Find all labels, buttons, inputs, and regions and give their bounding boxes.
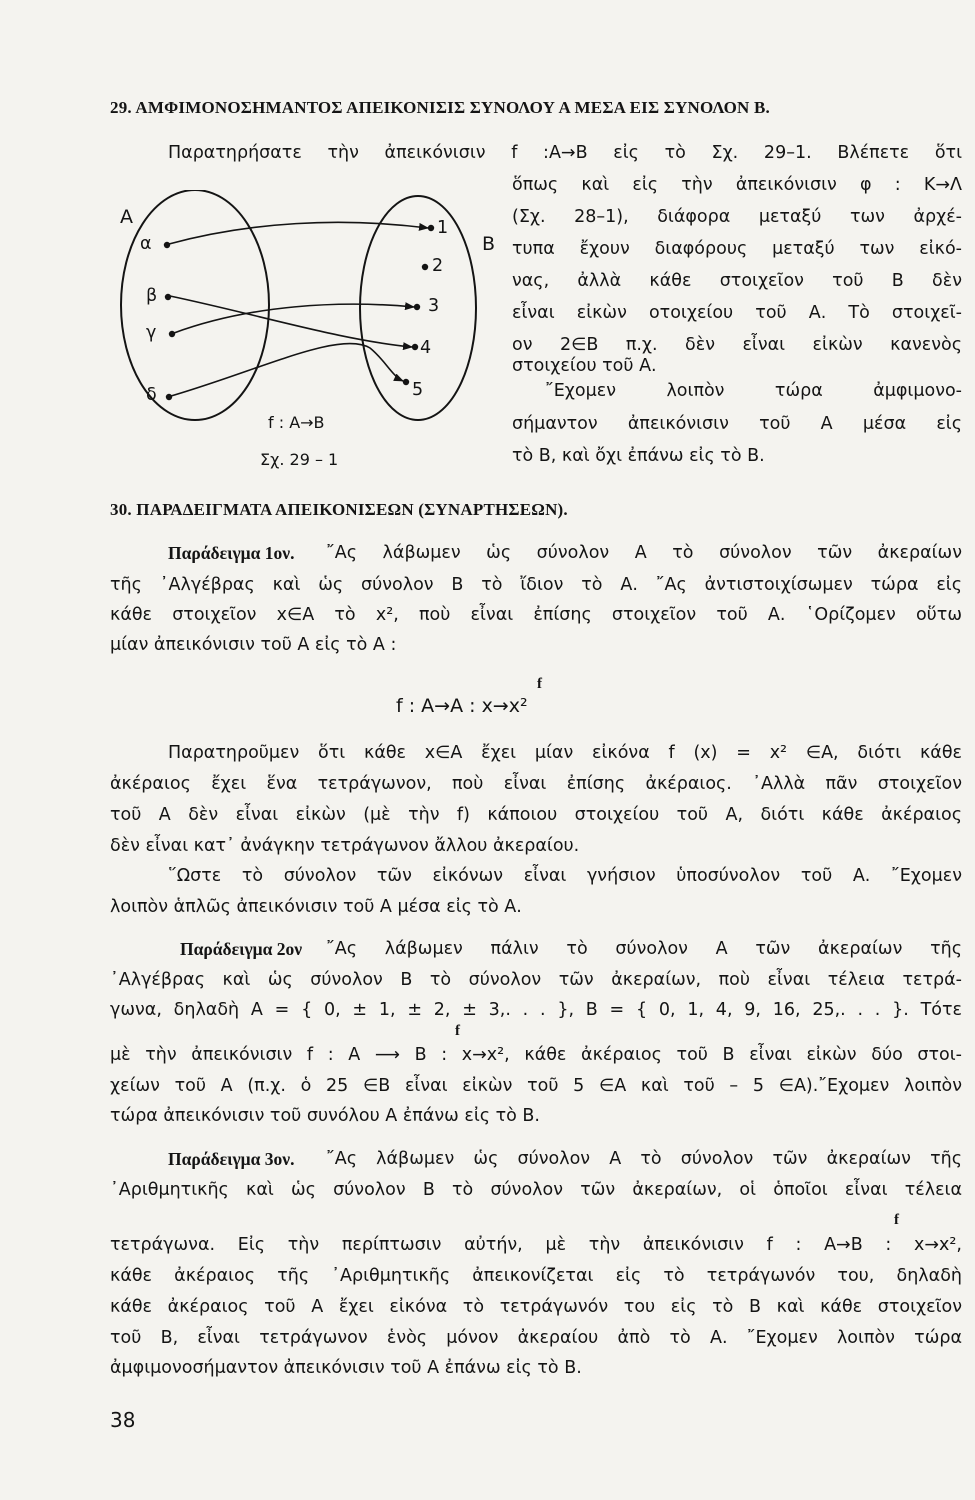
text-line: νας, ἀλλὰ κάθε στοιχεῖον τοῦ Β δὲν [512,271,962,291]
text-line: ῎Ας λάβωμεν ὡς σύνολον Α τὸ σύνολον τῶν ἀκεραίων [326,543,962,563]
text-line: τὸ Β, καὶ ὄχι ἐπάνω εἰς τὸ Β. [512,446,765,466]
text-line: ῎Ας λάβωμεν πάλιν τὸ σύνολον Α τῶν ἀκεραίων τῆς [326,939,962,959]
text-line: ᾿Αλγέβρας καὶ ὡς σύνολον Β τὸ σύνολον τῶν ἀκεραίων, ποὺ εἶναι τέλεια τετρά- [110,970,962,990]
element-dot [166,394,172,400]
mapping-label: f : A→B [268,413,325,432]
element-dot [164,242,170,248]
text-line: λοιπὸν ἁπλῶς ἀπεικόνισιν τοῦ Α μέσα εἰς τὸ Α. [110,897,522,917]
text-line: τοῦ Β, εἶναι τετράγωνον ἑνὸς μόνον ἀκεραίου ἀπὸ τὸ Α. ῎Εχομεν λοιπὸν τώρα [110,1328,962,1348]
text-line: τυπα ἔχουν διαφόρους μεταξύ των εἰκό- [512,239,962,259]
set-b-label: B [482,233,496,255]
mapping-arrow [170,296,412,347]
text-line: ᾿Αριθμητικῆς καὶ ὡς σύνολον Β τὸ σύνολον τῶν ἀκεραίων, οἱ ὁποῖοι εἶναι τέλεια [110,1180,962,1200]
text-line: ον 2∈B π.χ. δὲν εἶναι εἰκὼν κανενὸς [512,335,962,355]
section-29-intro: Παρατηρήσατε τὴν ἀπεικόνισιν f :A→B εἰς τὸ Σχ. 29–1. Βλέπετε ὅτι [168,143,962,163]
text-line: (Σχ. 28–1), διάφορα μεταξύ των ἀρχέ- [512,207,962,227]
text-line: μὲ τὴν ἀπεικόνισιν f : A ⟶ B : x→x², κάθε ἀκέραιος τοῦ B εἶναι εἰκὼν δύο στοι- [110,1045,962,1065]
text-line: Παρατηροῦμεν ὅτι κάθε x∈A ἔχει μίαν εἰκόνα f (x) = x² ∈A, διότι κάθε [168,743,962,763]
mapping-arrow [174,304,414,333]
element-dot [414,304,420,310]
element-dot [165,294,171,300]
text-line: σήμαντον ἀπεικόνισιν τοῦ Α μέσα εἰς [512,414,962,434]
section-30-heading: 30. ΠΑΡΑΔΕΙΓΜΑΤΑ ΑΠΕΙΚΟΝΙΣΕΩΝ (ΣΥΝΑΡΤΗΣΕΩΝ). [110,500,568,519]
text-line: εἶναι εἰκὼν οτοιχείου τοῦ Α. Τὸ στοιχεῖ- [512,303,962,323]
set-a-ellipse [121,190,269,420]
figure-29-1 [110,190,510,480]
set-a-element: α [140,234,152,254]
element-dot [412,344,418,350]
set-a-element: δ [146,385,157,405]
set-b-element: 3 [428,296,440,316]
text-line: κάθε ἀκέραιος τῆς ᾿Αριθμητικῆς ἀπεικονίζεται εἰς τὸ τετράγωνόν του, δηλαδὴ [110,1266,962,1286]
text-line: τετράγωνα. Εἰς τὴν περίπτωσιν αὐτήν, μὲ τὴν ἀπεικόνισιν f : A→B : x→x², [110,1235,962,1255]
set-b-element: 4 [420,338,432,358]
figure-caption: Σχ. 29 – 1 [260,450,339,469]
element-dot [403,379,409,385]
text-line: ῎Εχομεν λοιπὸν τώρα ἀμφιμονο- [545,381,962,401]
text-line: ἀκέραιος ἔχει ἕνα τετράγωνον, ποὺ εἶναι ἐπίσης ἀκέραιος. ᾿Αλλὰ πᾶν στοιχεῖον [110,774,962,794]
text-line: δὲν εἶναι κατ᾿ ἀνάγκην τετράγωνον ἄλλου ἀκεραίου. [110,836,580,856]
mapping-arrow [171,343,403,396]
text-line: μίαν ἀπεικόνισιν τοῦ Α εἰς τὸ Α : [110,635,397,655]
mapping-arrow [169,222,428,244]
example-1-title: Παράδειγμα 1ον. [168,543,295,563]
text-line: τοῦ Α δὲν εἶναι εἰκὼν (μὲ τὴν f) κάποιου στοιχείου τοῦ Α, διότι κάθε ἀκέραιος [110,805,962,825]
set-a-element: β [146,286,158,306]
section-29-heading: 29. ΑΜΦΙΜΟΝΟΣΗΜΑΝΤΟΣ ΑΠΕΙΚΟΝΙΣΙΣ ΣΥΝΟΛΟΥ Α ΜΕΣΑ ΕΙΣ ΣΥΝΟΛΟΝ Β. [110,98,770,117]
text-line: τῆς ᾿Αλγέβρας καὶ ὡς σύνολον Β τὸ ἴδιον τὸ Α. ῎Ας ἀντιστοιχίσωμεν τώρα εἰς [110,575,962,595]
text-line: γωνα, δηλαδὴ A = { 0, ± 1, ± 2, ± 3,. . . }, B = { 0, 1, 4, 9, 16, 25,. . . }. Τότε [110,1000,962,1020]
text-line: κάθε ἀκέραιος τοῦ Α ἔχει εἰκόνα τὸ τετράγωνόν του εἰς τὸ Β καὶ κάθε στοιχεῖον [110,1297,962,1317]
formula-f-label: f [894,1212,899,1228]
set-a-element: γ [146,323,157,343]
set-a-label: A [120,206,133,228]
set-b-element: 1 [437,218,449,238]
element-dot [422,264,428,270]
text-line: ῎Ας λάβωμεν ὡς σύνολον Α τὸ σύνολον τῶν ἀκεραίων τῆς [326,1149,962,1169]
page-number: 38 [110,1408,136,1432]
example-3-title: Παράδειγμα 3ον. [168,1149,295,1169]
formula-f-label: f [537,676,542,692]
element-dot [169,331,175,337]
formula-f-label: f [455,1023,460,1039]
text-line: στοιχείου τοῦ Α. [512,356,657,376]
text-line: ὅπως καὶ εἰς τὴν ἀπεικόνισιν φ : K→Λ [512,175,962,195]
text-line: ῞Ωστε τὸ σύνολον τῶν εἰκόνων εἶναι γνήσιον ὑποσύνολον τοῦ Α. ῎Εχομεν [168,866,962,886]
element-dot [428,225,434,231]
text-line: κάθε στοιχεῖον x∈A τὸ x², ποὺ εἶναι ἐπίσης στοιχεῖον τοῦ Α. ῾Ορίζομεν οὕτω [110,605,962,625]
text-line: ἀμφιμονοσήμαντον ἀπεικόνισιν τοῦ Α ἐπάνω εἰς τὸ Β. [110,1358,582,1378]
text-line: τώρα ἀπεικόνισιν τοῦ συνόλου Α ἐπάνω εἰς τὸ Β. [110,1106,540,1126]
set-b-element: 2 [432,256,444,276]
formula-1: f : A→A : x→x² [396,695,528,717]
text-line: χείων τοῦ Α (π.χ. ὁ 25 ∈B εἶναι εἰκὼν τοῦ 5 ∈A καὶ τοῦ – 5 ∈A).῎Εχομεν λοιπὸν [110,1076,962,1096]
set-b-element: 5 [412,380,424,400]
example-2-title: Παράδειγμα 2ον [180,939,303,959]
